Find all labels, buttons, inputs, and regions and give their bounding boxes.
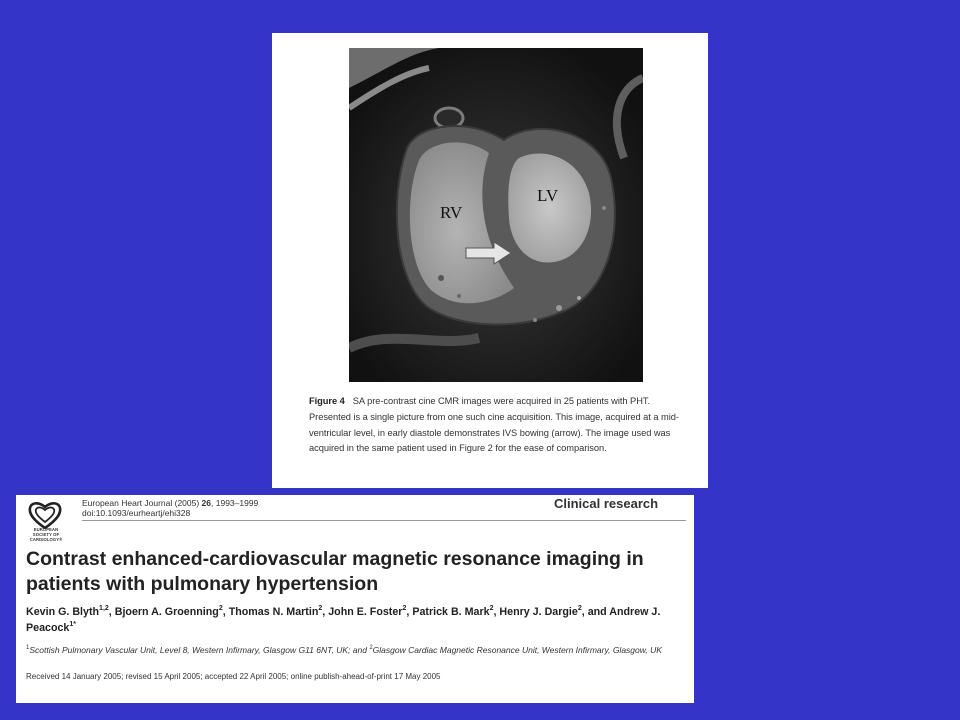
- lv-label: LV: [537, 186, 559, 205]
- author: Kevin G. Blyth$^{1,2}$,: [26, 605, 115, 618]
- journal-pages: , 1993–1999: [211, 498, 259, 508]
- author: Thomas N. Martin$^2$,: [228, 605, 329, 618]
- article-title: Contrast enhanced-cardiovascular magnetic resonance imaging in patients with pulmonary hypertension: [26, 548, 644, 595]
- author: Henry J. Dargie$^2$, and: [499, 605, 610, 618]
- affiliation-2: Glasgow Cardiac Magnetic Resonance Unit, Western Infirmary, Glasgow, UK: [372, 645, 662, 655]
- cardiac-mri-image: [349, 48, 643, 382]
- esc-heart-logo-icon: [28, 501, 62, 529]
- author: Andrew J. Peacock$^{1*}$: [26, 606, 661, 634]
- journal-citation: [82, 498, 258, 508]
- journal-name: European Heart Journal (2005): [82, 498, 202, 508]
- journal-volume: 26: [201, 498, 212, 508]
- header-divider: [82, 520, 686, 521]
- figure-caption: [309, 394, 693, 457]
- received-dates: Received 14 January 2005; revised 15 April 2005; accepted 22 April 2005; online publish-ahead-of-print 17 May 2005: [26, 672, 441, 681]
- affiliations: $^1$Scottish Pulmonary Vascular Unit, Level 8, Western Infirmary, Glasgow G11 6NT, UK; and $^2$Glasgow Cardiac Magnetic Resonance Unit, Western Infirmary, Glasgow, UK: [26, 645, 662, 655]
- author-list: [26, 604, 690, 636]
- doi: doi:10.1093/eurheartj/ehi328: [82, 508, 191, 518]
- figure-label: Figure 4: [309, 396, 345, 406]
- author: Patrick B. Mark$^2$,: [412, 605, 500, 618]
- figure-caption-text: SA pre-contrast cine CMR images were acquired in 25 patients with PHT. Presented is a single picture from one such cine acquisition. This image, acquired at a mid-ventricular level, in early diastole demonstrates IVS bowing (arrow). The image used was acquired in the same patient used in Figure 2 for the ease of comparison.: [309, 396, 679, 454]
- ivs-bowing-arrow-icon: [464, 240, 514, 266]
- figure-panel: [272, 33, 708, 488]
- esc-logo-text: EUROPEAN SOCIETY OF CARDIOLOGY®: [29, 527, 63, 542]
- mri-drawing: [349, 48, 643, 382]
- article-header-panel: [16, 495, 694, 703]
- author: Bjoern A. Groenning$^2$,: [114, 605, 229, 618]
- rv-label: RV: [440, 203, 463, 222]
- affiliation-1: Scottish Pulmonary Vascular Unit, Level 8, Western Infirmary, Glasgow G11 6NT, UK; and: [29, 645, 370, 655]
- section-label: Clinical research: [554, 496, 659, 511]
- author: John E. Foster$^2$,: [328, 605, 413, 618]
